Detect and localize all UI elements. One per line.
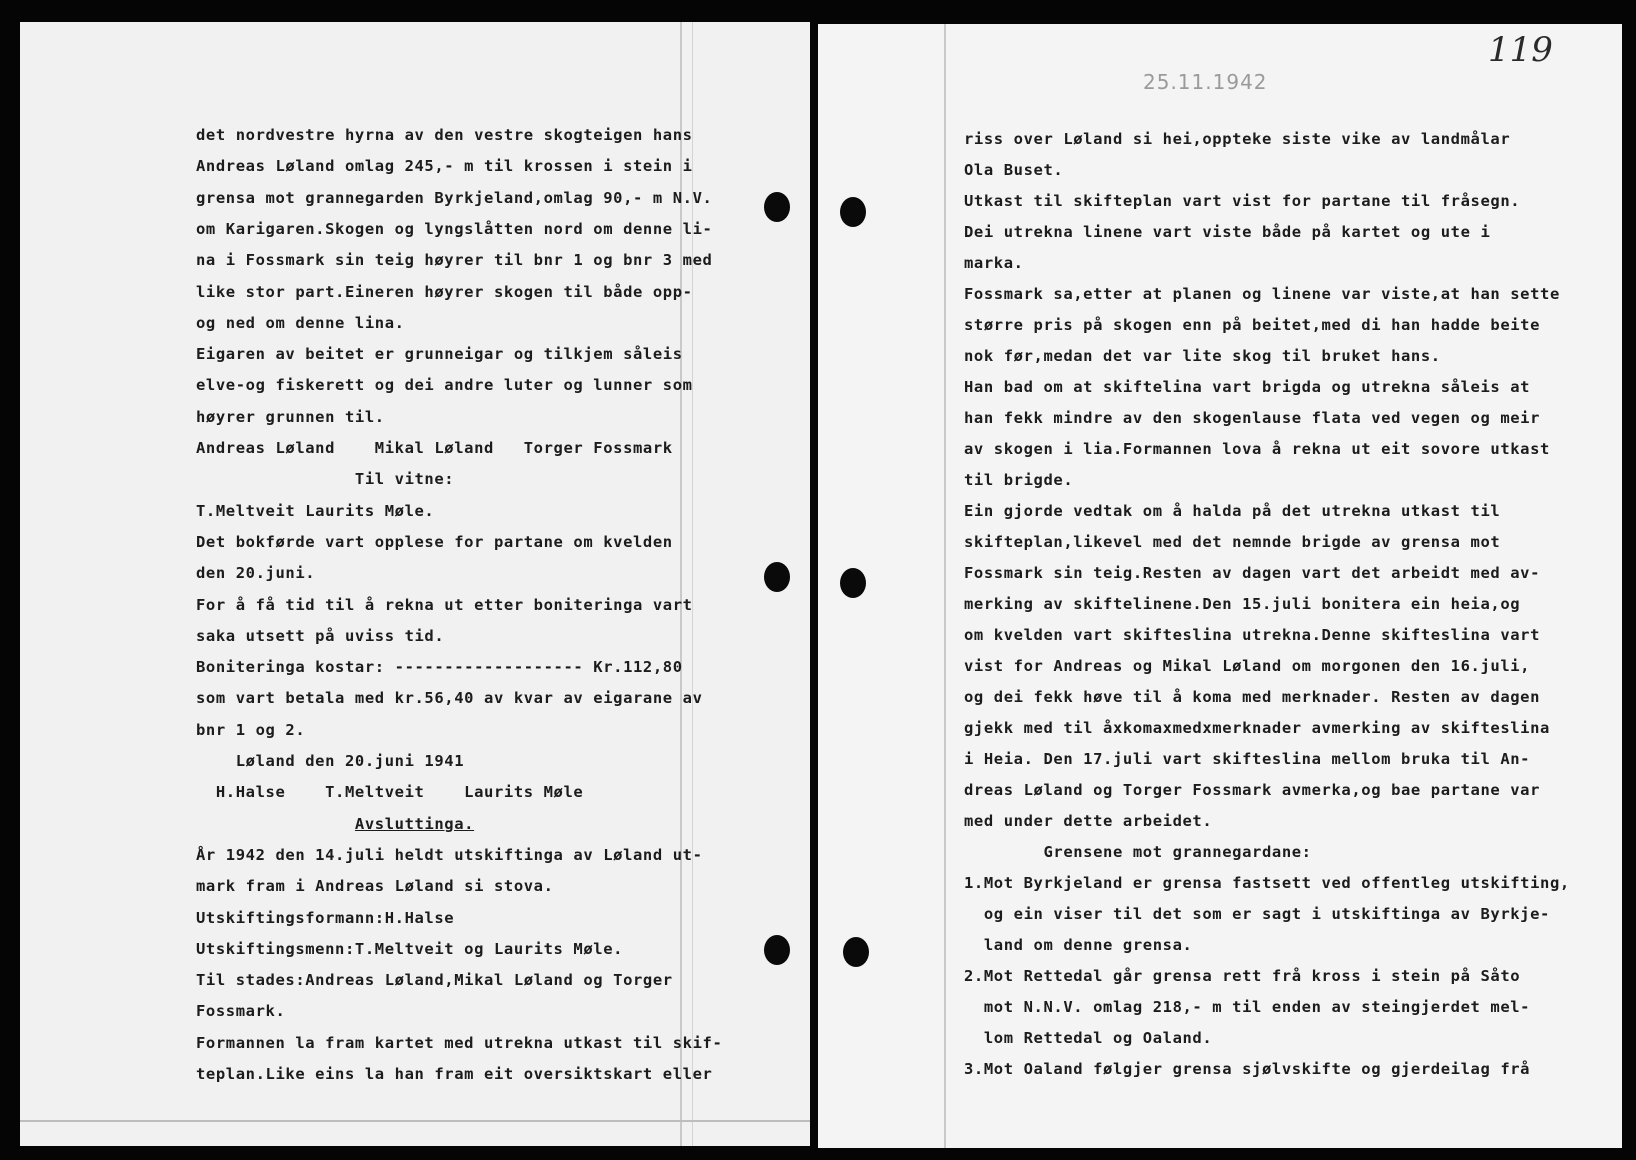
text-line: For å få tid til å rekna ut etter boniteringa vart	[196, 595, 693, 614]
text-line: som vart betala med kr.56,40 av kvar av eigarane av	[196, 689, 703, 708]
left-page	[20, 22, 810, 1146]
text-line: Grensene mot grannegardane:	[964, 843, 1312, 861]
right-page	[818, 24, 1622, 1148]
text-line: større pris på skogen enn på beitet,med di han hadde beite	[964, 316, 1541, 334]
page-number: 119	[1488, 30, 1553, 70]
text-line: H.Halse T.Meltveit Laurits Møle	[196, 783, 584, 802]
text-line: bnr 1 og 2.	[196, 720, 306, 739]
text-line: saka utsett på uviss tid.	[196, 626, 445, 645]
text-line: teplan.Like eins la han fram eit oversiktskart eller	[196, 1065, 713, 1083]
text-line: 1.Mot Byrkjeland er grensa fastsett ved offentleg utskifting,	[964, 874, 1570, 892]
text-line: 2.Mot Rettedal går grensa rett frå kross i stein på Såto	[964, 967, 1521, 985]
page-stack-edge	[20, 1120, 810, 1148]
text-line: med under dette arbeidet.	[964, 812, 1213, 830]
text-line: nok før,medan det var lite skog til bruket hans.	[964, 347, 1441, 365]
text-line: i Heia. Den 17.juli vart skifteslina mellom bruka til An-	[964, 750, 1531, 768]
text-line: riss over Løland si hei,oppteke siste vike av landmålar	[964, 130, 1511, 148]
text-line: og ned om denne lina.	[196, 313, 405, 332]
text-line: Han bad om at skiftelina vart brigda og utrekna såleis at	[964, 378, 1531, 396]
text-line: like stor part.Eineren høyrer skogen til både opp-	[196, 282, 693, 301]
text-line: gjekk med til åxkomaxmedxmerknader avmerking av skifteslina	[964, 719, 1550, 737]
text-line: Utkast til skifteplan vart vist for partane til fråsegn.	[964, 192, 1521, 210]
text-line: Boniteringa kostar: ------------------- Kr.112,80	[196, 658, 683, 677]
text-line: Fossmark sa,etter at planen og linene var viste,at han sette	[964, 285, 1560, 303]
binder-hole-right-top	[840, 197, 866, 227]
date-stamp: 25.11.1942	[1143, 70, 1268, 94]
text-line: Andreas Løland omlag 245,- m til krossen i stein i	[196, 157, 693, 176]
text-line: na i Fossmark sin teig høyrer til bnr 1 og bnr 3 med	[196, 251, 713, 270]
text-line: han fekk mindre av den skogenlause flata ved vegen og meir	[964, 409, 1541, 427]
text-line: mark fram i Andreas Løland si stova.	[196, 877, 554, 896]
text-line: høyrer grunnen til.	[196, 407, 385, 426]
text-line: Utskiftingsmenn:T.Meltveit og Laurits Møle.	[196, 939, 624, 958]
text-line: merking av skiftelinene.Den 15.juli bonitera ein heia,og	[964, 595, 1521, 613]
text-line: marka.	[964, 254, 1024, 272]
text-line: elve-og fiskerett og dei andre luter og lunner som	[196, 376, 693, 395]
binder-hole-left-middle	[764, 562, 790, 592]
text-line: grensa mot grannegarden Byrkjeland,omlag 90,- m N.V.	[196, 188, 713, 207]
text-line: til brigde.	[964, 471, 1074, 489]
binder-hole-right-middle	[840, 568, 866, 598]
text-line: Fossmark.	[196, 1002, 286, 1021]
text-line: skifteplan,likevel med det nemnde brigde av grensa mot	[964, 533, 1501, 551]
text-line	[196, 815, 474, 833]
text-line: År 1942 den 14.juli heldt utskiftinga av Løland ut-	[196, 845, 703, 864]
text-line: den 20.juni.	[196, 564, 316, 583]
text-line: om Karigaren.Skogen og lyngslåtten nord om denne li-	[196, 219, 713, 238]
binder-hole-left-top	[764, 192, 790, 222]
text-line: Dei utrekna linene vart viste både på kartet og ute i	[964, 223, 1491, 241]
text-line: Løland den 20.juni 1941	[196, 752, 465, 770]
text-line: land om denne grensa.	[964, 936, 1193, 954]
text-line: Det bokførde vart opplese for partane om kvelden	[196, 532, 673, 551]
text-line: av skogen i lia.Formannen lova å rekna ut eit sovore utkast	[964, 440, 1550, 458]
binder-hole-right-bottom	[843, 937, 869, 967]
text-line: vist for Andreas og Mikal Løland om morgonen den 16.juli,	[964, 657, 1531, 675]
text-line: Til vitne:	[196, 470, 455, 489]
right-margin-rule	[944, 24, 946, 1148]
text-line: Ein gjorde vedtak om å halda på det utrekna utkast til	[964, 502, 1501, 520]
binder-hole-left-bottom	[764, 935, 790, 965]
text-line: dreas Løland og Torger Fossmark avmerka,og bae partane var	[964, 781, 1541, 799]
text-line: lom Rettedal og Oaland.	[964, 1029, 1213, 1047]
text-line: det nordvestre hyrna av den vestre skogteigen hans	[196, 126, 693, 144]
text-line: og ein viser til det som er sagt i utskiftinga av Byrkje-	[964, 905, 1550, 923]
text-line: om kvelden vart skifteslina utrekna.Denne skifteslina vart	[964, 626, 1541, 644]
text-line: Ola Buset.	[964, 161, 1064, 179]
text-line: Fossmark sin teig.Resten av dagen vart det arbeidt med av-	[964, 564, 1541, 582]
text-line: Formannen la fram kartet med utrekna utkast til skif-	[196, 1033, 723, 1052]
text-line: 3.Mot Oaland følgjer grensa sjølvskifte og gjerdeilag frå	[964, 1060, 1531, 1078]
text-line: Utskiftingsformann:H.Halse	[196, 908, 455, 927]
text-line: T.Meltveit Laurits Møle.	[196, 501, 435, 520]
text-line: Til stades:Andreas Løland,Mikal Løland og Torger	[196, 971, 673, 990]
text-line: mot N.N.V. omlag 218,- m til enden av steingjerdet mel-	[964, 998, 1531, 1016]
section-heading: Avsluttinga.	[354, 814, 475, 833]
text-line: og dei fekk høve til å koma med merknader. Resten av dagen	[964, 688, 1541, 706]
text-line: Andreas Løland Mikal Løland Torger Fossmark	[196, 439, 673, 457]
text-line: Eigaren av beitet er grunneigar og tilkjem såleis	[196, 345, 683, 364]
